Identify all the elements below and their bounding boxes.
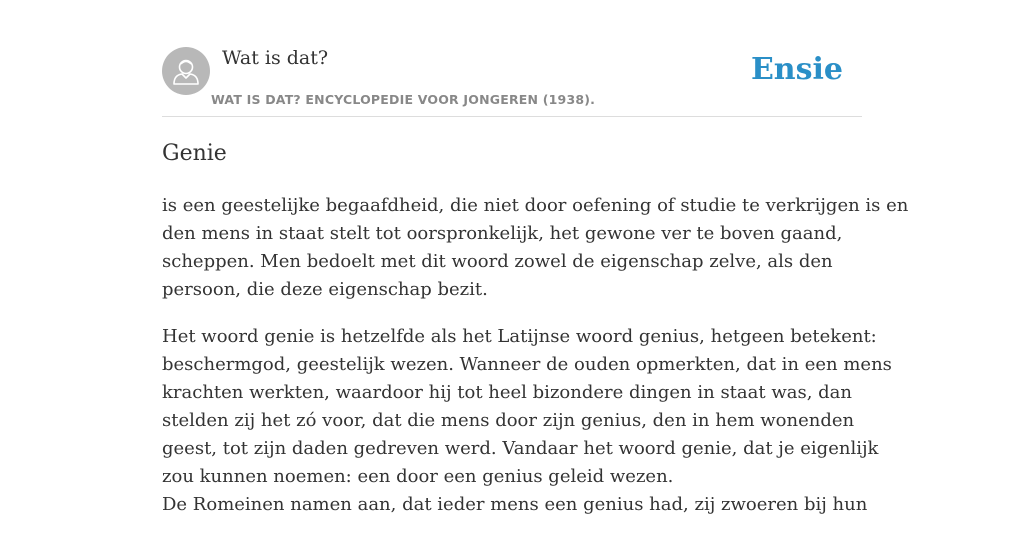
text-line: is een geestelijke begaafdheid, die niet door oefening of studie te verkrijgen is en bbox=[162, 195, 909, 216]
text-line: Het woord genie is hetzelfde als het Latijnse woord genius, hetgeen betekent: bbox=[162, 326, 877, 347]
text-line: geest, tot zijn daden gedreven werd. Vandaar het woord genie, dat je eigenlijk bbox=[162, 438, 879, 459]
source-subtitle: WAT IS DAT? ENCYCLOPEDIE VOOR JONGEREN (1938). bbox=[211, 92, 596, 107]
text-line: beschermgod, geestelijk wezen. Wanneer de ouden opmerkten, dat in een mens bbox=[162, 354, 892, 375]
ensie-logo-link[interactable]: Ensie bbox=[750, 52, 843, 87]
source-title-link[interactable]: Wat is dat? bbox=[222, 47, 329, 69]
text-line: stelden zij het zó voor, dat die mens door zijn genius, den in hem wonenden bbox=[162, 410, 855, 431]
paragraph-2 bbox=[162, 323, 892, 519]
user-icon bbox=[162, 47, 210, 95]
paragraph-1 bbox=[162, 192, 909, 304]
avatar[interactable] bbox=[162, 47, 210, 95]
text-line: persoon, die deze eigenschap bezit. bbox=[162, 279, 488, 300]
text-line: krachten werkten, waardoor hij tot heel bizondere dingen in staat was, dan bbox=[162, 382, 852, 403]
text-line: scheppen. Men bedoelt met dit woord zowel de eigenschap zelve, als den bbox=[162, 251, 833, 272]
text-line: De Romeinen namen aan, dat ieder mens een genius had, zij zwoeren bij hun bbox=[162, 494, 868, 515]
entry-body bbox=[162, 192, 909, 538]
entry-title: Genie bbox=[162, 141, 227, 166]
page bbox=[162, 0, 909, 515]
text-line: zou kunnen noemen: een door een genius geleid wezen. bbox=[162, 466, 674, 487]
source-header bbox=[162, 0, 862, 117]
text-line: den mens in staat stelt tot oorspronkelijk, het gewone ver te boven gaand, bbox=[162, 223, 843, 244]
